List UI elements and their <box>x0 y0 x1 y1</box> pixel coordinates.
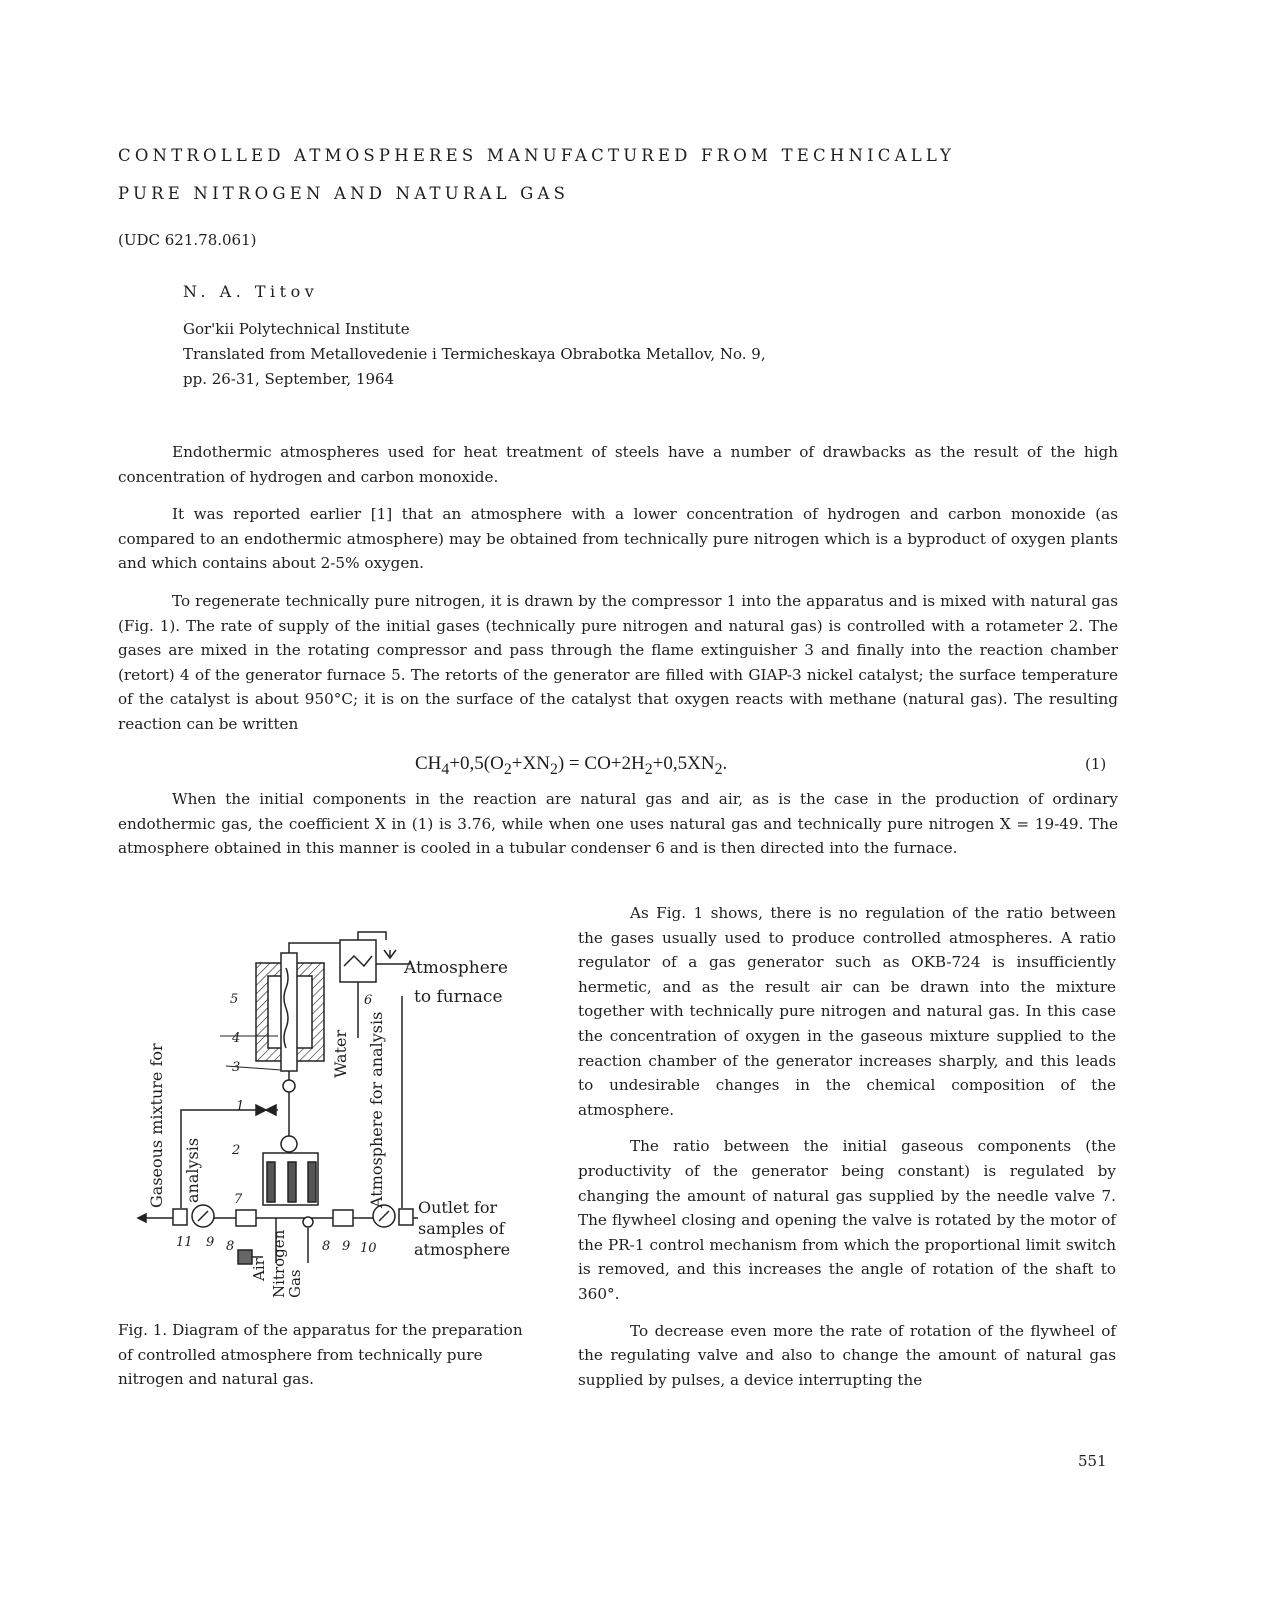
label-water: Water <box>331 1029 350 1078</box>
sample-box-10 <box>399 1209 413 1225</box>
eq-sub: 2 <box>644 760 653 778</box>
label-nitrogen: Nitrogen <box>270 1229 288 1298</box>
eq-part: . <box>722 753 728 774</box>
num-2: 2 <box>232 1143 241 1158</box>
retort-shape <box>281 953 297 1071</box>
equation-1 <box>415 753 727 779</box>
sample-box-11 <box>173 1209 187 1225</box>
label-atmosphere-2: atmosphere <box>414 1240 511 1259</box>
title-line-2: PURE NITROGEN AND NATURAL GAS <box>118 184 570 203</box>
num-4: 4 <box>232 1031 241 1046</box>
eq-sub: 4 <box>441 760 450 778</box>
filter-8b <box>333 1210 353 1226</box>
num-8a: 8 <box>226 1239 235 1254</box>
paragraph-1 <box>118 440 1118 489</box>
figure-1-diagram <box>128 918 528 1308</box>
page-number: 551 <box>1078 1452 1107 1470</box>
label-atmosphere: Atmosphere <box>404 958 508 978</box>
num-6: 6 <box>364 993 373 1008</box>
pipe <box>358 932 386 940</box>
label-samples: samples of <box>418 1219 505 1238</box>
equation-number: (1) <box>1085 755 1107 773</box>
rotameter-tube <box>267 1162 275 1202</box>
eq-part: +XN <box>511 753 550 774</box>
valve-symbol <box>256 1105 276 1115</box>
arrow <box>138 1214 146 1222</box>
label-gaseous: Gaseous mixture for <box>147 1043 166 1208</box>
rotameter-tube <box>308 1162 316 1202</box>
eq-sub: 2 <box>714 760 723 778</box>
paragraph-2-text: It was reported earlier [1] that an atmosphere with a lower concentration of hydrogen and carbon monoxide (as compared to an endothermic atmosphere) may be obtained from technically pure nitrogen which is a byproduct of oxygen plants and which contains about 2-5% oxygen. <box>118 505 1118 573</box>
paragraph-4-text: When the initial components in the reaction are natural gas and air, as is the case in the production of ordinary endothermic gas, the coefficient X in (1) is 3.76, while when one uses natural gas and technically pure nitrogen X = 19-49. The atmosphere obtained in this manner is cooled in a tubular condenser 6 and is then directed into the furnace. <box>118 790 1118 858</box>
num-1: 1 <box>236 1099 245 1114</box>
filter-8 <box>236 1210 256 1226</box>
paragraph-1-text: Endothermic atmospheres used for heat treatment of steels have a number of drawbacks as the result of the high concentration of hydrogen and carbon monoxide. <box>118 443 1118 486</box>
num-8b: 8 <box>322 1239 331 1254</box>
compressor-1 <box>281 1136 297 1152</box>
eq-part: +0,5(O <box>449 753 504 774</box>
right-paragraph-1: As Fig. 1 shows, there is no regulation of the ratio between the gases usually used to produce controlled atmospheres. A ratio regulator of a gas generator such as OKB-724 is insufficiently hermetic, and as the result air can be drawn into the mixture together with technically pure nitrogen and natural gas. In this case the concentration of oxygen in the gaseous mixture supplied to the reaction chamber of the generator increases sharply, and this leads to undesirable changes in the chemical composition of the atmosphere. <box>578 904 1116 1119</box>
num-9b: 9 <box>342 1239 351 1254</box>
extinguisher-3 <box>283 1080 295 1092</box>
label-atm-analysis: Atmosphere for analysis <box>367 1011 386 1208</box>
paragraph-4 <box>118 787 1118 861</box>
label-gas: Gas <box>286 1269 304 1298</box>
title-line-1: CONTROLLED ATMOSPHERES MANUFACTURED FROM TECHNICALLY <box>118 146 956 165</box>
pipe <box>289 943 343 953</box>
right-paragraph-3: To decrease even more the rate of rotation of the flywheel of the regulating valve and also to change the amount of natural gas supplied by pulses, a device interrupting the <box>578 1321 1116 1389</box>
affiliation: Gor'kii Polytechnical Institute <box>183 320 410 338</box>
num-7: 7 <box>234 1192 243 1207</box>
udc: (UDC 621.78.061) <box>118 231 257 249</box>
num-9a: 9 <box>206 1235 215 1250</box>
num-5: 5 <box>230 992 239 1007</box>
right-paragraph-2: The ratio between the initial gaseous components (the productivity of the generator being constant) is regulated by changing the amount of natural gas supplied by the needle valve 7. The flywheel closing and opening the valve is rotated by the motor of the PR-1 control mechanism from which the proportional limit switch is removed, and this increases the angle of rotation of the shaft to 360°. <box>578 1137 1116 1303</box>
num-3: 3 <box>232 1060 241 1075</box>
rotameter-tube <box>288 1162 296 1202</box>
eq-part: CH <box>415 753 442 774</box>
paragraph-3-text: To regenerate technically pure nitrogen, it is drawn by the compressor 1 into the apparatus and is mixed with natural gas (Fig. 1). The rate of supply of the initial gases (technically pure nitrogen and natural gas) is controlled with a rotameter 2. The gases are mixed in the rotating compressor and pass through the flame extinguisher 3 and finally into the reaction chamber (retort) 4 of the generator furnace 5. The retorts of the generator are filled with GIAP-3 nickel catalyst; the surface temperature of the catalyst is about 950°C; it is on the surface of the catalyst that oxygen reacts with methane (natural gas). The resulting reaction can be written <box>118 592 1118 733</box>
needle-valve-7 <box>303 1217 313 1227</box>
figure-caption: Fig. 1. Diagram of the apparatus for the preparation of controlled atmosphere from technically pure nitrogen and natural gas. <box>118 1321 523 1389</box>
right-column <box>578 901 1116 1404</box>
label-analysis: analysis <box>183 1137 202 1203</box>
num-11: 11 <box>176 1235 193 1250</box>
label-air: Air <box>250 1258 268 1281</box>
pages: pp. 26-31, September, 1964 <box>183 370 395 388</box>
label-to-furnace: to furnace <box>414 987 503 1007</box>
author: N. A. Titov <box>183 282 319 301</box>
eq-sub: 2 <box>503 760 512 778</box>
label-outlet: Outlet for <box>418 1198 498 1217</box>
paragraph-3 <box>118 589 1118 737</box>
translated-from: Translated from Metallovedenie i Termicheskaya Obrabotka Metallov, No. 9, <box>183 345 766 363</box>
paragraph-2 <box>118 502 1118 576</box>
eq-part: +0,5XN <box>652 753 715 774</box>
eq-part: ) = CO+2H <box>557 753 645 774</box>
eq-sub: 2 <box>549 760 558 778</box>
num-10: 10 <box>360 1241 377 1256</box>
